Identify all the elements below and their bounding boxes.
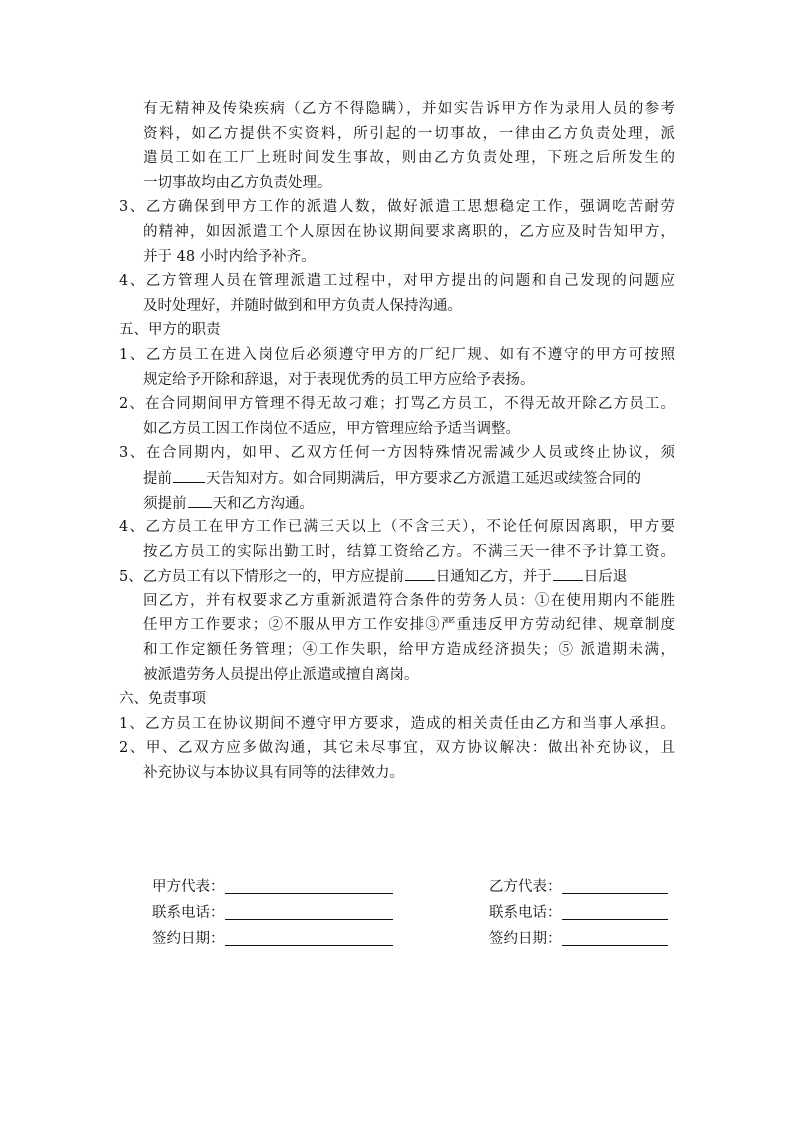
party-a-date-field[interactable] (225, 929, 393, 946)
paragraph-line: 资料，如乙方提供不实资料，所引起的一切事故，一律由乙方负责处理，派 (143, 125, 675, 142)
duty-2-line: 2、在合同期间甲方管理不得无故刁难；打骂乙方员工，不得无故开除乙方员工。 (119, 396, 675, 413)
duty-3-line: 提前 天告知对方。如合同期满后，甲方要求乙方派遣工延迟或续签合同的 (119, 466, 675, 491)
party-a-rep-field[interactable] (225, 877, 393, 894)
paragraph-line: 遣员工如在工厂上班时间发生事故，则由乙方负责处理，下班之后所发生的 (143, 150, 675, 167)
party-a-signature (152, 876, 393, 954)
fill-in-blank[interactable] (405, 564, 435, 581)
fill-in-blank[interactable] (173, 466, 205, 483)
signature-row: 乙方代表： (489, 876, 668, 902)
section-heading: 五、甲方的职责 (119, 322, 221, 339)
clause-4-line: 及时处理好，并随时做到和甲方负责人保持沟通。 (143, 297, 462, 314)
section-heading: 六、免责事项 (119, 691, 206, 708)
duty-2-line: 如乙方员工因工作岗位不适应，甲方管理应给予适当调整。 (143, 420, 520, 437)
duty-5-line: 回乙方，并有权要求乙方重新派遣符合条件的劳务人员：①在使用期内不能胜 (143, 592, 675, 609)
signature-row: 签约日期： (489, 928, 668, 954)
duty-3-line: 须提前 天和乙方沟通。 (119, 491, 675, 516)
duty-1-line: 规定给予开除和辞退，对于表现优秀的员工甲方应给予表扬。 (143, 371, 535, 388)
duty-4-line: 按乙方员工的实际出勤工时，结算工资给乙方。不满三天一律不予计算工资。 (143, 543, 675, 560)
party-a-phone-field[interactable] (225, 903, 393, 920)
fill-in-blank[interactable] (188, 491, 212, 508)
clause-4-line: 4、乙方管理人员在管理派遣工过程中，对甲方提出的问题和自己发现的问题应 (119, 273, 675, 290)
party-b-signature (489, 876, 668, 954)
signature-row: 联系电话： (152, 902, 393, 928)
signature-row: 签约日期： (152, 928, 393, 954)
duty-3-line: 3、在合同期内，如甲、乙双方任何一方因特殊情况需减少人员或终止协议，须 (119, 445, 675, 462)
duty-5-line: 被派遣劳务人员提出停止派遣或擅自离岗。 (143, 666, 419, 683)
party-b-rep-field[interactable] (562, 877, 668, 894)
exemption-2-line: 补充协议与本协议具有同等的法律效力。 (143, 765, 404, 782)
clause-3-line: 3、乙方确保到甲方工作的派遣人数，做好派遣工思想稳定工作，强调吃苦耐劳 (119, 199, 675, 216)
party-b-phone-field[interactable] (562, 903, 668, 920)
duty-5-line: 和工作定额任务管理；④工作失职，给甲方造成经济损失；⑤ 派遣期未满， (143, 642, 675, 659)
fill-in-blank[interactable] (553, 564, 583, 581)
exemption-1-line: 1、乙方员工在协议期间不遵守甲方要求，造成的相关责任由乙方和当事人承担。 (119, 715, 675, 732)
duty-5-line: 任甲方工作要求；②不服从甲方工作安排③严重违反甲方劳动纪律、规章制度 (143, 617, 675, 634)
duty-4-line: 4、乙方员工在甲方工作已满三天以上（不含三天），不论任何原因离职，甲方要 (119, 519, 675, 536)
party-b-date-field[interactable] (562, 929, 668, 946)
exemption-2-line: 2、甲、乙双方应多做沟通，其它未尽事宜，双方协议解决：做出补充协议，且 (119, 740, 675, 757)
clause-3-line: 并于 48 小时内给予补齐。 (143, 248, 316, 265)
paragraph-line: 有无精神及传染疾病（乙方不得隐瞒），并如实告诉甲方作为录用人员的参考 (143, 101, 675, 117)
clause-3-line: 的精神，如因派遣工个人原因在协议期间要求离职的，乙方应及时告知甲方， (143, 223, 675, 240)
signature-row: 联系电话： (489, 902, 668, 928)
signature-row: 甲方代表： (152, 876, 393, 902)
duty-1-line: 1、乙方员工在进入岗位后必须遵守甲方的厂纪厂规、如有不遵守的甲方可按照 (119, 346, 675, 363)
paragraph-line: 一切事故均由乙方负责处理。 (143, 174, 332, 191)
duty-5-line: 5、乙方员工有以下情形之一的，甲方应提前 日通知乙方，并于 日后退 (119, 564, 675, 589)
